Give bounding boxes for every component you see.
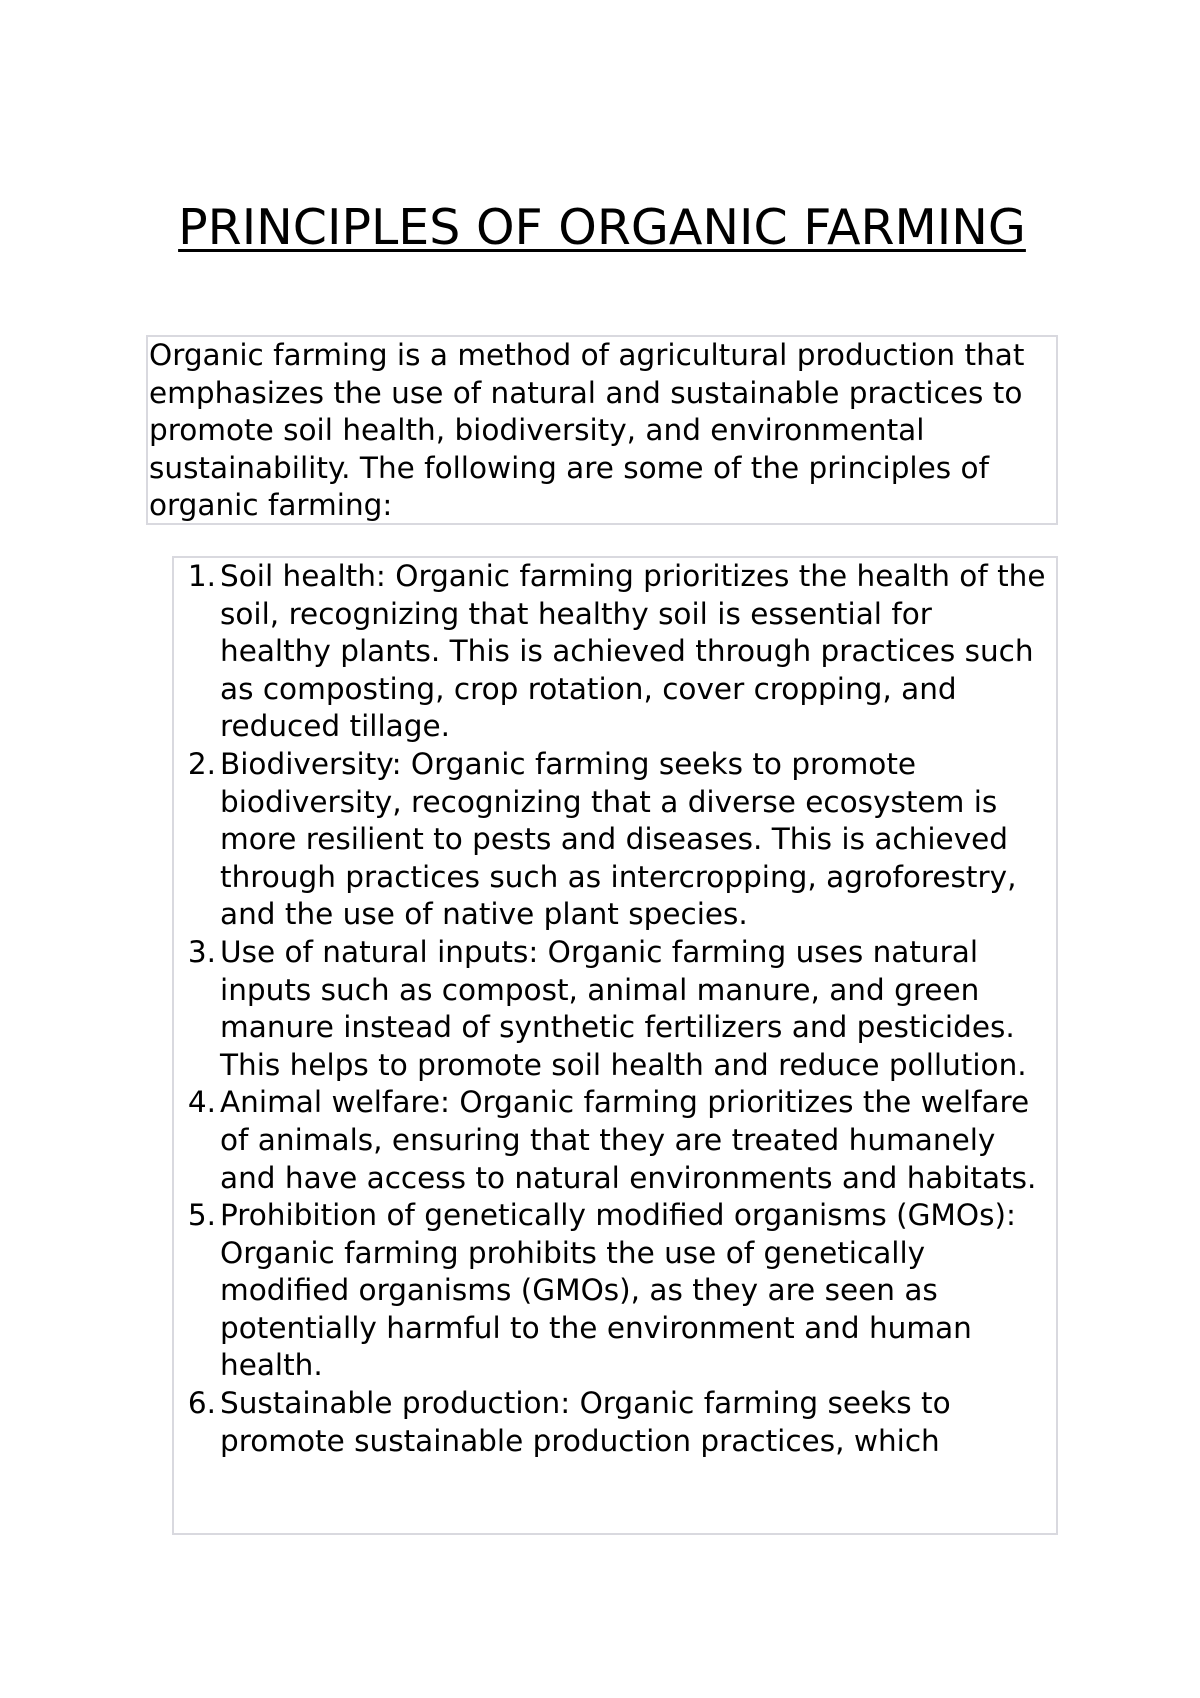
list-item — [174, 1197, 1056, 1385]
list-item — [174, 934, 1056, 1084]
list-item — [174, 558, 1056, 746]
list-item — [174, 746, 1056, 934]
list-item — [174, 1385, 1056, 1460]
list-item-number: 6. — [187, 1386, 216, 1421]
list-item-number: 3. — [187, 934, 216, 969]
list-item-number: 2. — [187, 746, 216, 781]
intro-paragraph: Organic farming is a method of agricultural production that emphasizes the use of natural and sustainable practices to promote soil health, biodiversity, and environmental sustainability. The following are some of the principles of organic farming: — [149, 338, 1025, 522]
list-item-number: 4. — [187, 1085, 216, 1120]
list-item-text: Soil health: Organic farming prioritizes the health of the soil, recognizing that healthy soil is essential for healthy plants. This is achieved through practices such as composting, crop rotation, cover cropping, and reduced tillage. — [220, 559, 1046, 744]
list-item-number: 5. — [187, 1198, 216, 1233]
list-item-text: Animal welfare: Organic farming prioritizes the welfare of animals, ensuring that they are treated humanely and have access to natural environments and habitats. — [220, 1085, 1037, 1195]
list-item-text: Use of natural inputs: Organic farming uses natural inputs such as compost, animal manure, and green manure instead of synthetic fertilizers and pesticides. This helps to promote soil health and reduce pollution. — [220, 934, 1027, 1082]
list-item-number: 1. — [187, 559, 216, 593]
intro-text-box — [146, 335, 1058, 525]
principles-list — [174, 558, 1056, 1460]
list-item — [174, 1084, 1056, 1197]
list-item-text: Sustainable production: Organic farming seeks to promote sustainable production practices, which — [220, 1386, 951, 1458]
page-title: PRINCIPLES OF ORGANIC FARMING — [178, 199, 1026, 256]
list-item-text: Biodiversity: Organic farming seeks to promote biodiversity, recognizing that a diverse ecosystem is more resilient to pests and diseases. This is achieved through practices such as intercropping, agroforestry, and the use of native plant species. — [220, 746, 1017, 932]
list-item-text: Prohibition of genetically modified organisms (GMOs): Organic farming prohibits the use of genetically modified organisms (GMOs), as they are seen as potentially harmful to the environment and human health. — [220, 1198, 1016, 1383]
principles-list-box — [172, 556, 1058, 1535]
